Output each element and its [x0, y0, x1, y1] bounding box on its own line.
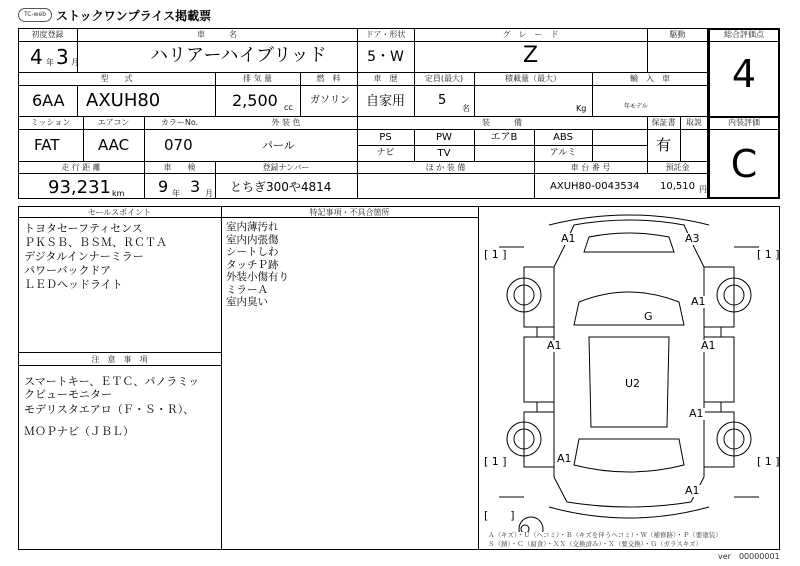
capacity: 5	[438, 93, 447, 108]
deposit: 10,510	[660, 181, 695, 192]
drive-label: 駆動	[669, 30, 686, 39]
equip-pw: PW	[436, 132, 452, 143]
load-label: 積載量（最大）	[505, 74, 561, 83]
equip-airbag: エアB	[490, 132, 518, 143]
chassis-number: AXUH80-0043534	[550, 181, 640, 192]
insp-year-unit: 年	[172, 189, 180, 198]
special-note-item: 室内内張傷	[226, 233, 279, 246]
bracket-rear-right: [ 1 ]	[757, 455, 780, 468]
reg-year-unit: 年	[46, 58, 54, 67]
sales-point-item: パワーバックドア	[24, 264, 112, 277]
insp-year: 9	[158, 177, 169, 196]
insp-month: 3	[190, 177, 201, 196]
car-name: ハリアーハイブリッド	[150, 45, 327, 66]
capacity-unit: 名	[462, 104, 470, 113]
damage-roof: U2	[625, 377, 641, 390]
caution-item: モデリスタエアロ（Ｆ・Ｓ・Ｒ）、	[24, 403, 195, 416]
deposit-label: 預託金	[665, 163, 690, 172]
model-prefix: 6AA	[32, 91, 65, 110]
equip-navi: ナビ	[376, 148, 395, 158]
equip-alloy: アルミ	[549, 148, 577, 158]
cautions-label: 注 意 事 項	[91, 355, 148, 364]
caution-item: クビューモニター	[24, 388, 112, 401]
overall-score-label: 総合評価点	[724, 30, 764, 39]
version: ver 00000001	[718, 552, 780, 561]
bracket-spare: [ ]	[484, 509, 515, 522]
damage-rear-bumper-right: A1	[685, 484, 700, 497]
car-history: 自家用	[365, 94, 405, 109]
grade: Z	[522, 43, 539, 68]
car-damage-diagram	[479, 207, 779, 532]
mission: FAT	[34, 136, 60, 154]
color-no: 070	[164, 136, 193, 154]
damage-front-bumper-right: A3	[685, 232, 700, 245]
document-title: ストックワンプライス掲載票	[56, 9, 212, 23]
equip-ps: PS	[379, 132, 392, 143]
bracket-rear-left: [ 1 ]	[484, 455, 507, 468]
sales-points-label: セールスポイント	[87, 208, 152, 217]
grade-label: グ レ ー ド	[502, 30, 559, 39]
damage-windshield: G	[644, 310, 653, 323]
warranty-label: 保証書	[651, 118, 676, 127]
reg-year: 4	[30, 45, 43, 69]
interior-score-label: 内装評価	[728, 118, 760, 127]
load-unit: Kg	[576, 104, 587, 113]
reg-month-unit: 月	[71, 58, 79, 67]
spare-tire-icon	[519, 517, 543, 532]
deposit-unit: 円	[699, 185, 707, 194]
fuel: ガソリン	[310, 95, 350, 106]
plate-number: とちぎ300や4814	[230, 180, 332, 194]
damage-front-right-fender: A1	[691, 295, 706, 308]
mission-label: ミッション	[30, 118, 71, 127]
chassis-label: 車 台 番 号	[570, 163, 611, 172]
model-year-label: 年モデル	[624, 103, 648, 110]
history-label: 車 歴	[373, 74, 398, 83]
special-note-item: タッチＰ跡	[226, 258, 279, 271]
wheel-icon	[507, 278, 751, 456]
damage-rear-left: A1	[557, 452, 572, 465]
mileage-unit: km	[112, 189, 125, 198]
manual-label: 取説	[686, 118, 702, 127]
first-reg-label: 初度登録	[31, 30, 64, 39]
caution-item: ＭＯＰナビ（ＪＢＬ）	[24, 425, 134, 438]
sales-point-item: ＬＥＤヘッドライト	[24, 278, 123, 291]
mileage-label: 走 行 距 離	[61, 163, 101, 172]
bracket-front-right: [ 1 ]	[757, 248, 780, 261]
inspection-label: 車 検	[163, 163, 196, 172]
fuel-label: 燃 料	[316, 74, 341, 83]
import-car-label: 輸 入 車	[630, 74, 670, 83]
interior-score: C	[730, 142, 758, 186]
aircon-label: エアコン	[97, 118, 130, 127]
legend-line-2: Ｓ（錆）・Ｃ（腐食）・ＸＸ（交換済み）・Ｘ（要交換）・Ｇ（ガラスキズ）	[488, 540, 703, 548]
overall-score: 4	[731, 52, 757, 96]
reg-month: 3	[56, 45, 69, 69]
damage-front-bumper-left: A1	[561, 232, 576, 245]
sales-points-list	[24, 222, 167, 292]
exterior-color-label: 外 装 色	[271, 118, 301, 127]
capacity-label: 定員(最大)	[424, 74, 464, 83]
mileage: 93,231	[48, 177, 111, 198]
sales-point-item: トヨタセーフティセンス	[24, 222, 143, 235]
equipment-label: 装 備	[482, 118, 522, 127]
damage-left-front-door: A1	[547, 339, 562, 352]
other-equip-label: ほ か 装 備	[425, 163, 466, 172]
special-notes-list	[226, 221, 289, 309]
door-shape: 5・W	[367, 49, 404, 65]
model-code: AXUH80	[86, 90, 161, 111]
special-note-item: シートしわ	[226, 246, 279, 258]
special-notes-label: 特記事項・不具合箇所	[309, 208, 390, 217]
displacement-label: 排 気 量	[242, 74, 273, 83]
special-note-item: ミラーＡ	[226, 283, 268, 296]
equip-tv: TV	[437, 148, 451, 159]
logo: TC-web	[18, 8, 52, 22]
car-name-label: 車 名	[197, 30, 237, 39]
model-label: 型 式	[100, 74, 133, 83]
equip-abs: ABS	[553, 132, 573, 143]
sales-point-item: デジタルインナーミラー	[24, 250, 144, 263]
insp-month-unit: 月	[205, 189, 213, 198]
rear-bumper-icon	[549, 507, 709, 518]
sales-point-item: ＰＫＳＢ、ＢＳＭ、ＲＣＴＡ	[24, 236, 167, 249]
aircon: AAC	[98, 136, 130, 154]
plate-label: 登録ナンバー	[262, 163, 310, 172]
damage-right-rear-door: A1	[689, 407, 704, 420]
caution-spacer	[24, 416, 199, 425]
caution-item: スマートキー、ＥＴＣ、パノラミッ	[24, 375, 200, 388]
special-note-item: 外装小傷有り	[226, 271, 289, 283]
displacement: 2,500	[232, 91, 278, 110]
bracket-front-left: [ 1 ]	[484, 248, 507, 261]
cautions-list	[24, 375, 199, 438]
warranty: 有	[656, 136, 672, 154]
special-note-item: 室内薄汚れ	[226, 221, 279, 233]
color-no-label: カラーNo.	[160, 118, 199, 127]
special-note-item: 室内臭い	[226, 296, 268, 308]
displacement-unit: cc	[284, 103, 293, 112]
door-shape-label: ドア・形状	[365, 30, 406, 39]
legend-line-1: Ａ（キズ）・Ｕ（ヘコミ）・Ｂ（キズを伴うヘコミ）・Ｗ（補修跡）・Ｐ（要塗装）	[488, 531, 722, 539]
exterior-color: パール	[262, 139, 295, 152]
damage-right-front-door: A1	[701, 339, 716, 352]
car-body-outline-icon	[499, 220, 759, 507]
